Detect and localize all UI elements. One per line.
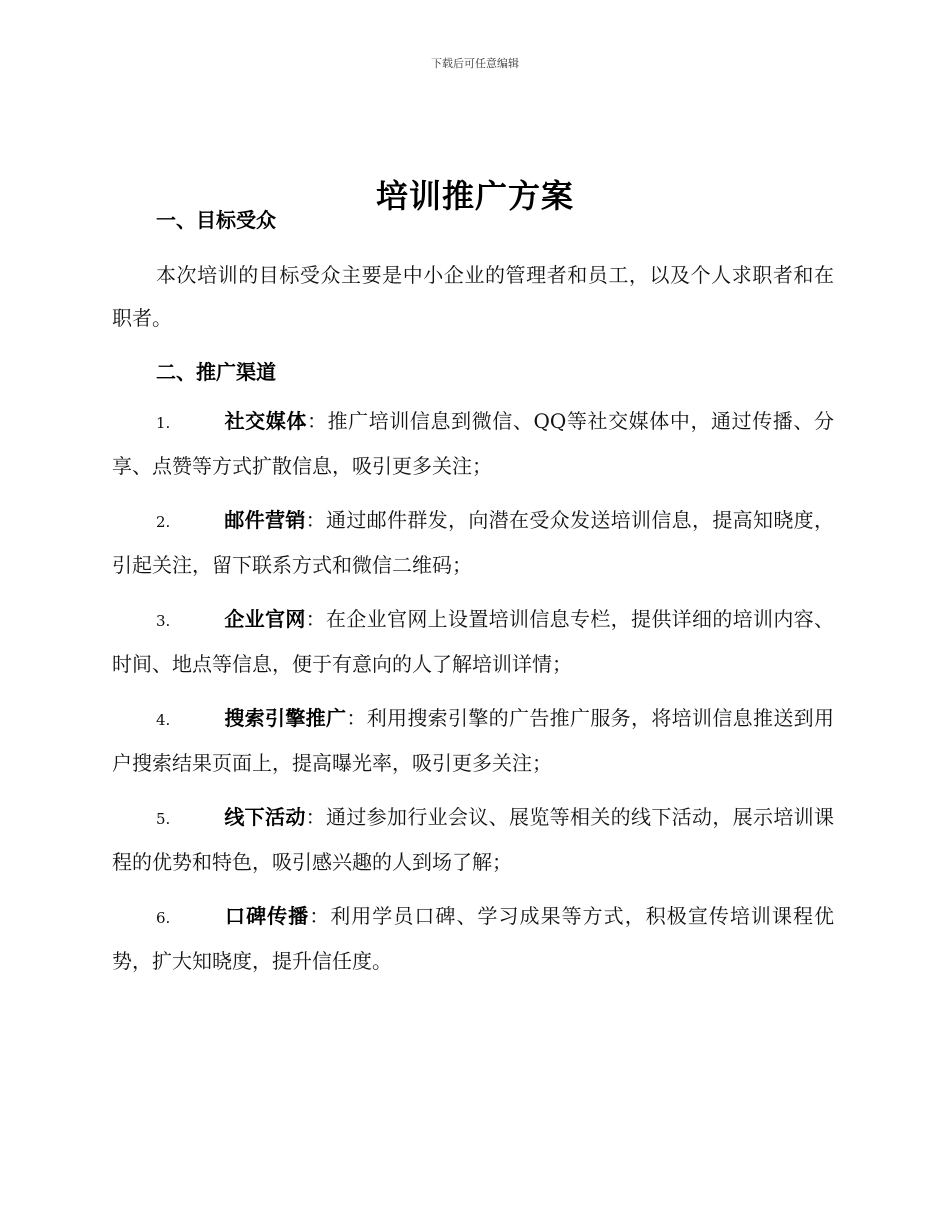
item-separator: ： [305, 607, 327, 631]
channel-item-social-media [112, 400, 834, 488]
item-name: 口碑传播 [224, 904, 310, 928]
audience-paragraph: 本次培训的目标受众主要是中小企业的管理者和员工，以及个人求职者和在职者。 [112, 263, 834, 330]
item-number: 1. [156, 414, 171, 432]
document-body [112, 203, 834, 994]
item-text: 通过邮件群发，向潜在受众发送培训信息，提高知晓度，引起关注，留下联系方式和微信二维码； [112, 508, 835, 577]
item-name: 企业官网 [224, 607, 306, 631]
item-separator: ： [306, 409, 328, 433]
section-heading-channels: 二、推广渠道 [156, 360, 276, 384]
item-text: 推广培训信息到微信、QQ等社交媒体中，通过传播、分享、点赞等方式扩散信息，吸引更多关注； [112, 409, 834, 478]
section-heading-audience: 一、目标受众 [156, 208, 276, 232]
item-number: 3. [156, 612, 171, 630]
item-number: 5. [156, 810, 171, 828]
channel-item-search-engine [112, 697, 834, 785]
document-title: 培训推广方案 [375, 177, 574, 216]
item-number: 2. [156, 513, 171, 531]
item-text: 在企业官网上设置培训信息专栏，提供详细的培训内容、时间、地点等信息，便于有意向的人了解培训详情； [112, 607, 835, 676]
channel-list [112, 400, 834, 983]
item-name: 线下活动 [224, 805, 306, 829]
channel-item-email-marketing [112, 499, 834, 587]
item-name: 邮件营销 [224, 508, 306, 532]
item-text: 通过参加行业会议、展览等相关的线下活动，展示培训课程的优势和特色，吸引感兴趣的人到场了解； [112, 805, 835, 874]
channel-item-company-website [112, 598, 834, 686]
item-text: 利用搜索引擎的广告推广服务，将培训信息推送到用户搜索结果页面上，提高曝光率，吸引更多关注； [112, 706, 835, 775]
item-text: 利用学员口碑、学习成果等方式，积极宣传培训课程优势，扩大知晓度，提升信任度。 [112, 904, 835, 973]
item-separator: ： [309, 904, 331, 928]
item-separator: ： [305, 508, 327, 532]
header-note: 下载后可任意编辑 [431, 57, 519, 70]
item-separator: ： [346, 706, 367, 730]
channel-item-offline-events [112, 796, 834, 884]
item-number: 6. [156, 909, 171, 927]
item-name: 社交媒体 [224, 409, 307, 433]
item-number: 4. [156, 711, 171, 729]
channel-item-word-of-mouth [112, 895, 834, 983]
item-separator: ： [305, 805, 327, 829]
item-name: 搜索引擎推广 [224, 706, 347, 730]
